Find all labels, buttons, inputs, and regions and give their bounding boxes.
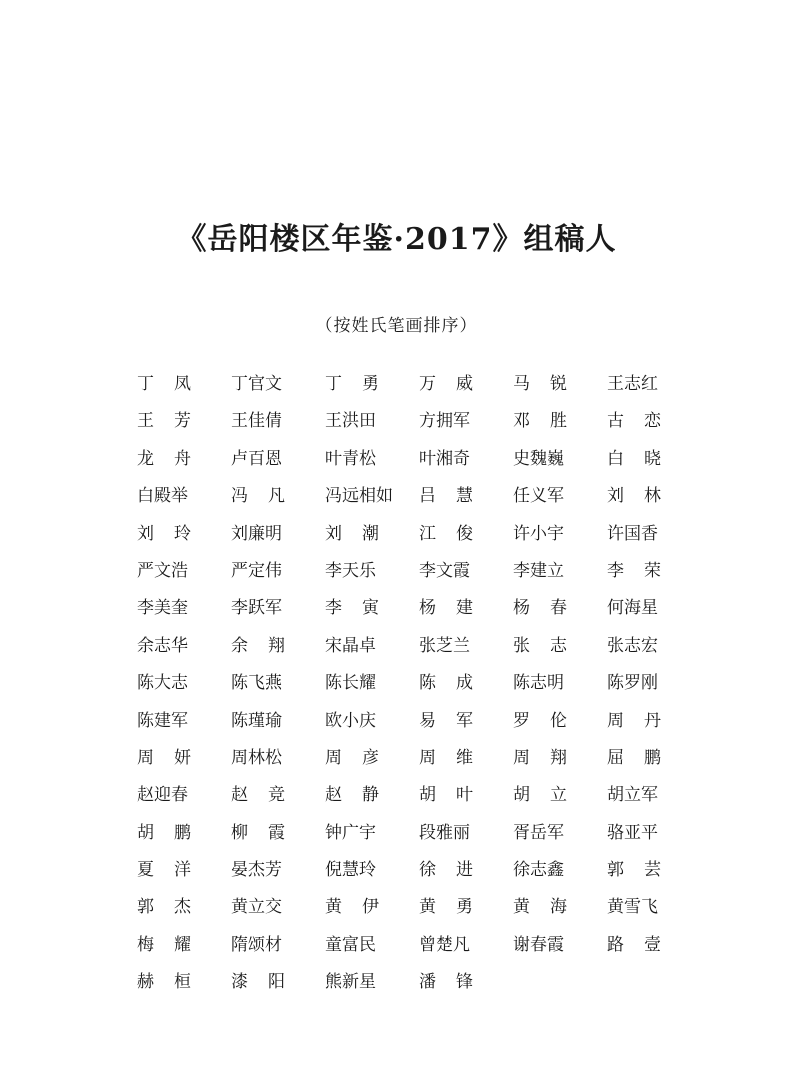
contributor-name: 张 志 <box>513 635 567 656</box>
contributor-name: 刘 林 <box>607 486 661 507</box>
contributor-name: 胥岳军 <box>513 822 564 843</box>
contributor-name: 赫 桓 <box>137 972 191 993</box>
contributor-name: 漆 阳 <box>231 972 285 993</box>
contributor-name: 杨 建 <box>419 598 473 619</box>
contributor-name: 严定伟 <box>231 560 282 581</box>
contributor-name: 龙 舟 <box>137 448 191 469</box>
contributor-name: 倪慧玲 <box>325 860 376 881</box>
contributor-name: 江 俊 <box>419 523 473 544</box>
contributor-name: 陈志明 <box>513 673 564 694</box>
contributor-name: 丁 凤 <box>137 374 191 394</box>
contributor-name: 叶湘奇 <box>419 448 470 469</box>
contributor-name: 周 翔 <box>513 747 567 768</box>
contributor-name: 赵 竞 <box>231 785 285 806</box>
contributor-name: 屈 鹏 <box>607 747 661 768</box>
contributor-name: 郭 芸 <box>607 860 661 881</box>
contributor-name: 胡 叶 <box>419 785 473 806</box>
contributor-name: 马 锐 <box>513 374 567 394</box>
contributor-name: 潘 锋 <box>419 972 473 993</box>
names-list <box>137 370 669 1006</box>
contributor-name: 陈建军 <box>137 710 188 731</box>
contributor-name: 徐 进 <box>419 860 473 881</box>
contributor-name: 余志华 <box>137 635 188 656</box>
contributor-name: 段雅丽 <box>419 822 470 843</box>
contributor-name: 宋晶卓 <box>325 635 376 656</box>
contributor-name: 周 维 <box>419 747 473 768</box>
contributor-name: 何海星 <box>607 598 658 619</box>
contributor-name: 陈瑾瑜 <box>231 710 282 731</box>
contributor-name: 张志宏 <box>607 635 658 656</box>
contributor-name: 邓 胜 <box>513 411 567 432</box>
contributor-name: 黄 海 <box>513 897 567 918</box>
contributor-name: 许小宇 <box>513 523 564 544</box>
contributor-name: 白 晓 <box>607 448 661 469</box>
contributor-name: 赵 静 <box>325 785 379 806</box>
contributor-name: 易 军 <box>419 710 473 731</box>
contributor-name: 叶青松 <box>325 448 376 469</box>
contributor-name: 李建立 <box>513 560 564 581</box>
contributor-name: 任义军 <box>513 486 564 507</box>
contributor-name: 周林松 <box>231 747 282 768</box>
contributor-name: 周 彦 <box>325 747 379 768</box>
contributor-name: 陈长耀 <box>325 673 376 694</box>
contributor-name: 王洪田 <box>325 411 376 432</box>
contributor-name: 欧小庆 <box>325 710 376 731</box>
contributor-name: 杨 春 <box>513 598 567 619</box>
contributor-name: 古 恋 <box>607 411 661 432</box>
contributor-name: 柳 霞 <box>231 822 285 843</box>
contributor-name: 刘 潮 <box>325 523 379 544</box>
contributor-name: 冯 凡 <box>231 486 285 507</box>
contributor-name: 曾楚凡 <box>419 934 470 955</box>
contributor-name: 谢春霞 <box>513 934 564 955</box>
contributor-name: 周 丹 <box>607 710 661 731</box>
contributor-name: 童富民 <box>325 934 376 955</box>
contributor-name: 路 壹 <box>607 934 661 955</box>
contributor-name: 李 荣 <box>607 560 661 581</box>
contributor-name: 许国香 <box>607 523 658 544</box>
contributor-name: 胡立军 <box>607 785 658 806</box>
contributor-name: 冯远相如 <box>325 486 393 507</box>
contributor-name: 万 威 <box>419 374 473 394</box>
contributor-name: 李美奎 <box>137 598 188 619</box>
contributor-name: 赵迎春 <box>137 785 188 806</box>
contributor-name: 周 妍 <box>137 747 191 768</box>
contributor-name: 方拥军 <box>419 411 470 432</box>
contributor-name: 陈飞燕 <box>231 673 282 694</box>
contributor-name: 刘廉明 <box>231 523 282 544</box>
contributor-name: 李文霞 <box>419 560 470 581</box>
contributor-name: 史魏巍 <box>513 448 564 469</box>
contributor-name: 余 翔 <box>231 635 285 656</box>
contributor-name: 白殿举 <box>137 486 188 507</box>
contributor-name: 夏 洋 <box>137 860 191 881</box>
contributor-name: 黄 伊 <box>325 897 379 918</box>
contributor-name: 骆亚平 <box>607 822 658 843</box>
contributor-name: 黄雪飞 <box>607 897 658 918</box>
contributor-name: 胡 鹏 <box>137 822 191 843</box>
contributor-name: 丁官文 <box>231 374 282 394</box>
contributor-name: 黄 勇 <box>419 897 473 918</box>
contributor-name: 隋颂材 <box>231 934 282 955</box>
contributor-name: 陈罗刚 <box>607 673 658 694</box>
contributor-name: 钟广宇 <box>325 822 376 843</box>
contributor-name: 李 寅 <box>325 598 379 619</box>
contributor-name: 梅 耀 <box>137 934 191 955</box>
contributor-name: 熊新星 <box>325 972 376 993</box>
contributor-name: 王志红 <box>607 374 658 394</box>
contributor-name: 张芝兰 <box>419 635 470 656</box>
contributor-name: 陈 成 <box>419 673 473 694</box>
contributor-name: 晏杰芳 <box>231 860 282 881</box>
contributor-name: 罗 伦 <box>513 710 567 731</box>
contributor-name: 丁 勇 <box>325 374 379 394</box>
contributor-name: 王佳倩 <box>231 411 282 432</box>
page-subtitle: （按姓氏笔画排序） <box>315 316 478 336</box>
page-title: 《岳阳楼区年鉴·2017》组稿人 <box>176 222 617 257</box>
contributor-name: 王 芳 <box>137 411 191 432</box>
contributor-name: 胡 立 <box>513 785 567 806</box>
contributor-name: 郭 杰 <box>137 897 191 918</box>
contributor-name: 严文浩 <box>137 560 188 581</box>
contributor-name: 卢百恩 <box>231 448 282 469</box>
contributor-name: 吕 慧 <box>419 486 473 507</box>
contributor-name: 徐志鑫 <box>513 860 564 881</box>
contributor-name: 陈大志 <box>137 673 188 694</box>
contributor-name: 黄立交 <box>231 897 282 918</box>
contributor-name: 李跃军 <box>231 598 282 619</box>
contributor-name: 李天乐 <box>325 560 376 581</box>
contributor-name: 刘 玲 <box>137 523 191 544</box>
